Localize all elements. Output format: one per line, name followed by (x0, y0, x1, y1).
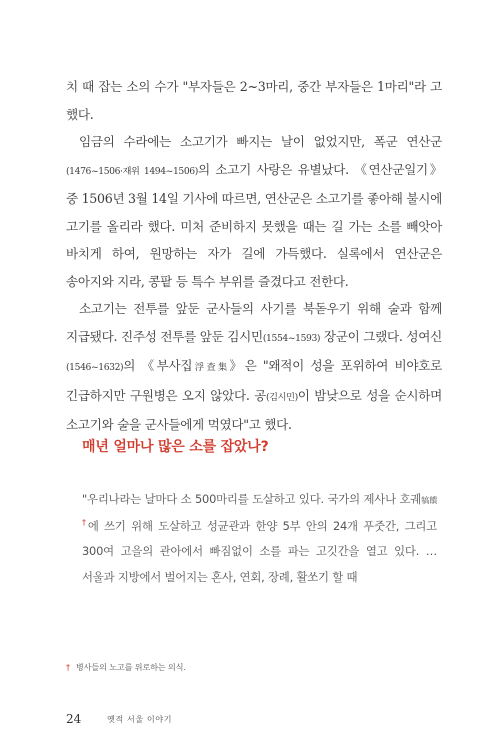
lifespan-seongyeosin: (1546~1632) (66, 362, 124, 373)
hanja-busajip: 浮査集 (192, 362, 230, 373)
quote-block: "우리나라는 날마다 소 500마리를 도살하고 있다. 국가의 제사나 호궤犒饋†에 쓰기 위해 도살하고 성균관과 한양 5부 안의 24개 푸줏간, 그리고 300여 고을의 관아에서 빠짐없이 소를 파는 고깃간을 열고 있다. … 서울과 지방에서 벌어지는 혼사, 연회, 장례, 활쏘기 할 때 (82, 492, 437, 584)
footnote-marker: † (82, 517, 88, 527)
paragraph-2: 임금의 수라에는 소고기가 빠지는 날이 없었지만, 폭군 연산군 (1476~1506·재위 1494~1506)의 소고기 사랑은 유별났다. 《연산군일기》 중 1506년 3월 14일 기사에 따르면, 연산군은 소고기를 좋아해 불시에 고기를 올리라 했다. 미처 준비하지 못했을 때는 길 가는 소를 빼앗아 바치게 하여, 원망하는 자가 길에 가득했다. 실록에서 연산군은 송아지와 지라, 콩팥 등 특수 부위를 즐겼다고 전한다. (66, 134, 442, 289)
lifespan-yeonsangun: (1476~1506·재위 1494~1506) (66, 165, 198, 177)
page-number: 24 (66, 712, 82, 726)
lifespan-kimsimin: (1554~1593) (262, 332, 321, 344)
paragraph-1: 치 때 잡는 소의 수가 "부자들은 2~3마리, 중간 부자들은 1마리"라 고 했다. (66, 79, 442, 122)
name-note: (김시민) (265, 391, 298, 403)
footnote (66, 662, 186, 673)
paragraph-3: 소고기는 전투를 앞둔 군사들의 사기를 북돋우기 위해 술과 함께 지급됐다. 진주성 전투를 앞둔 김시민(1554~1593) 장군이 그랬다. 성여신(1546~1632)의 《부사집浮査集》은 "왜적이 성을 포위하여 비야호로 긴급하지만 구원병은 오지 않았다. 공(김시민)이 밤낮으로 성을 순시하며 소고기와 술을 군사들에게 먹였다"고 했다. (66, 301, 442, 432)
section-heading: 매년 얼마나 많은 소를 잡았나? (82, 439, 269, 455)
footnote-dagger: † (66, 662, 70, 672)
running-title: 옛적 서울 이야기 (107, 714, 173, 724)
footnote-text: 병사들의 노고를 위로하는 의식. (75, 662, 186, 672)
hanja-hogwe: 犒饋 (421, 496, 437, 505)
body-text (66, 73, 442, 439)
